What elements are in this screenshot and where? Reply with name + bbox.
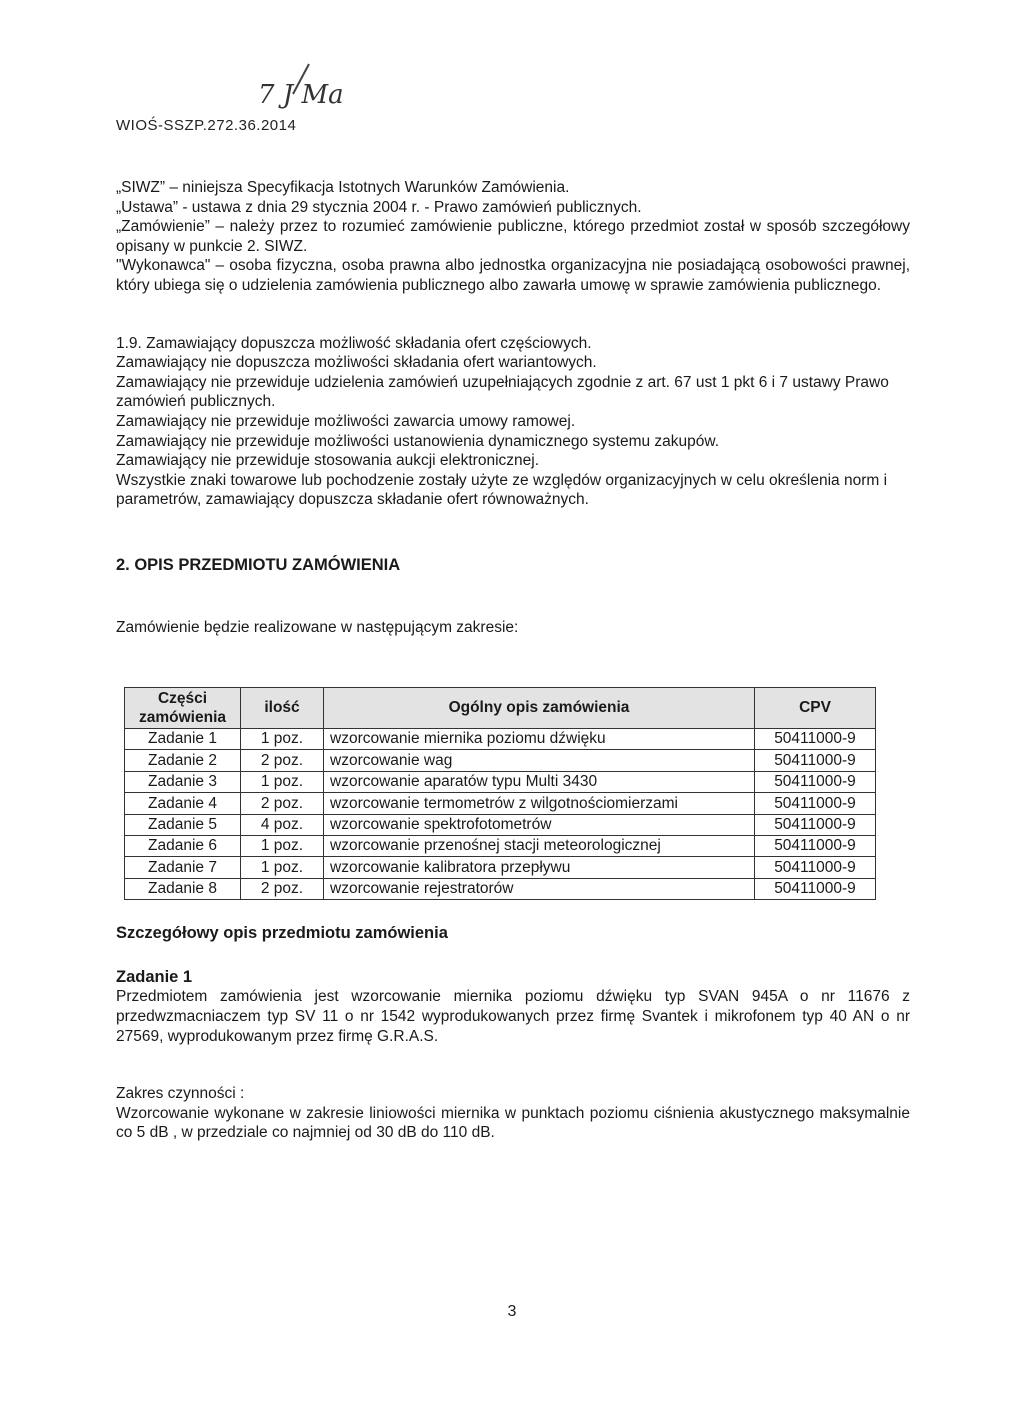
definition-zamowienie: „Zamówienie” – należy przez to rozumieć zamówienie publiczne, którego przedmiot został w sposób szczegółowy opisany w punkcie 2. SIWZ. <box>116 218 910 255</box>
handwritten-note: 7 J Ma <box>258 80 344 110</box>
cell-cpv: 50411000-9 <box>755 836 876 857</box>
table-row <box>125 814 876 835</box>
section-1-9-line: Zamawiający nie przewiduje możliwości ustanowienia dynamicznego systemu zakupów. <box>116 432 720 450</box>
cell-cpv: 50411000-9 <box>755 857 876 878</box>
table-row <box>125 771 876 792</box>
cell-part: Zadanie 5 <box>125 814 241 835</box>
cell-cpv: 50411000-9 <box>755 814 876 835</box>
section-1-9-line: Zamawiający nie przewiduje stosowania aukcji elektronicznej. <box>116 452 540 470</box>
cell-description: wzorcowanie kalibratora przepływu <box>324 857 755 878</box>
cell-quantity: 1 poz. <box>241 857 324 878</box>
table-row <box>125 857 876 878</box>
cell-part: Zadanie 6 <box>125 836 241 857</box>
cell-description: wzorcowanie termometrów z wilgotnościomierzami <box>324 793 755 814</box>
cell-cpv: 50411000-9 <box>755 793 876 814</box>
details-title: Szczegółowy opis przedmiotu zamówienia <box>116 924 448 943</box>
cell-cpv: 50411000-9 <box>755 750 876 771</box>
cell-quantity: 2 poz. <box>241 750 324 771</box>
table-row <box>125 836 876 857</box>
cell-part: Zadanie 1 <box>125 729 241 750</box>
cell-cpv: 50411000-9 <box>755 771 876 792</box>
scope-text: Wzorcowanie wykonane w zakresie liniowości miernika w punktach poziomu ciśnienia akustycznego maksymalnie co 5 dB , w przedziale co najmniej od 30 dB do 110 dB. <box>116 1104 910 1142</box>
cell-quantity: 4 poz. <box>241 814 324 835</box>
column-header-cpv: CPV <box>755 688 876 729</box>
section-1-9-line: Zamawiający nie przewiduje udzielenia zamówień uzupełniających zgodnie z art. 67 ust 1 pkt 6 i 7 ustawy Prawo zamówień publicznych. <box>116 373 889 411</box>
page-number: 3 <box>507 1303 517 1320</box>
cell-description: wzorcowanie rejestratorów <box>324 878 755 899</box>
cell-quantity: 2 poz. <box>241 793 324 814</box>
cell-quantity: 1 poz. <box>241 729 324 750</box>
section-1-9-line: Zamawiający nie dopuszcza możliwości składania ofert wariantowych. <box>116 354 597 372</box>
cell-part: Zadanie 4 <box>125 793 241 814</box>
section-1-9-line: Wszystkie znaki towarowe lub pochodzenie zostały użyte ze względów organizacyjnych w celu określenia norm i parametrów, zamawiający dopuszcza składanie ofert równoważnych. <box>116 471 888 509</box>
cell-quantity: 1 poz. <box>241 836 324 857</box>
cell-description: wzorcowanie przenośnej stacji meteorologicznej <box>324 836 755 857</box>
table-header-row <box>125 688 876 729</box>
cell-description: wzorcowanie aparatów typu Multi 3430 <box>324 771 755 792</box>
task-1-text: Przedmiotem zamówienia jest wzorcowanie miernika poziomu dźwięku typ SVAN 945A o nr 11676 z przedwzmacniaczem typ SV 11 o nr 1542 wyprodukowanych przez firmę Svantek i mikrofonem typ 40 AN o nr 27569, wyprodukowanym przez firmę G.R.A.S. <box>116 988 910 1045</box>
column-header-description: Ogólny opis zamówienia <box>324 688 755 729</box>
cell-quantity: 2 poz. <box>241 878 324 899</box>
column-header-parts: Części zamówienia <box>125 688 241 729</box>
cell-description: wzorcowanie wag <box>324 750 755 771</box>
table-row <box>125 750 876 771</box>
cell-part: Zadanie 8 <box>125 878 241 899</box>
column-header-quantity: ilość <box>241 688 324 729</box>
cell-part: Zadanie 7 <box>125 857 241 878</box>
document-body <box>116 178 910 1143</box>
table-row <box>125 729 876 750</box>
document-reference: WIOŚ-SSZP.272.36.2014 <box>116 117 297 134</box>
cell-part: Zadanie 3 <box>125 771 241 792</box>
cell-description: wzorcowanie spektrofotometrów <box>324 814 755 835</box>
scope-label: Zakres czynności : <box>116 1085 245 1103</box>
cell-part: Zadanie 2 <box>125 750 241 771</box>
table-row <box>125 793 876 814</box>
section-2-title: 2. OPIS PRZEDMIOTU ZAMÓWIENIA <box>116 555 401 574</box>
cell-cpv: 50411000-9 <box>755 878 876 899</box>
cell-quantity: 1 poz. <box>241 771 324 792</box>
cell-cpv: 50411000-9 <box>755 729 876 750</box>
definition-ustawa: „Ustawa” - ustawa z dnia 29 stycznia 2004 r. - Prawo zamówień publicznych. <box>116 198 642 216</box>
order-parts-table <box>124 687 876 900</box>
table-row <box>125 878 876 899</box>
definition-wykonawca: "Wykonawca" – osoba fizyczna, osoba prawna albo jednostka organizacyjna nie posiadającą osobowości prawnej, który ubiega się o udzielenia zamówienia publicznego albo zawarła umowę w sprawie zamówienia publicznego. <box>116 257 910 294</box>
section-2-intro: Zamówienie będzie realizowane w następującym zakresie: <box>116 618 519 636</box>
task-1-title: Zadanie 1 <box>116 967 193 986</box>
section-1-9-line: Zamawiający nie przewiduje możliwości zawarcia umowy ramowej. <box>116 412 576 430</box>
section-1-9-line: 1.9. Zamawiający dopuszcza możliwość składania ofert częściowych. <box>116 334 592 352</box>
definition-siwz: „SIWZ” – niniejsza Specyfikacja Istotnych Warunków Zamówienia. <box>116 179 570 196</box>
cell-description: wzorcowanie miernika poziomu dźwięku <box>324 729 755 750</box>
